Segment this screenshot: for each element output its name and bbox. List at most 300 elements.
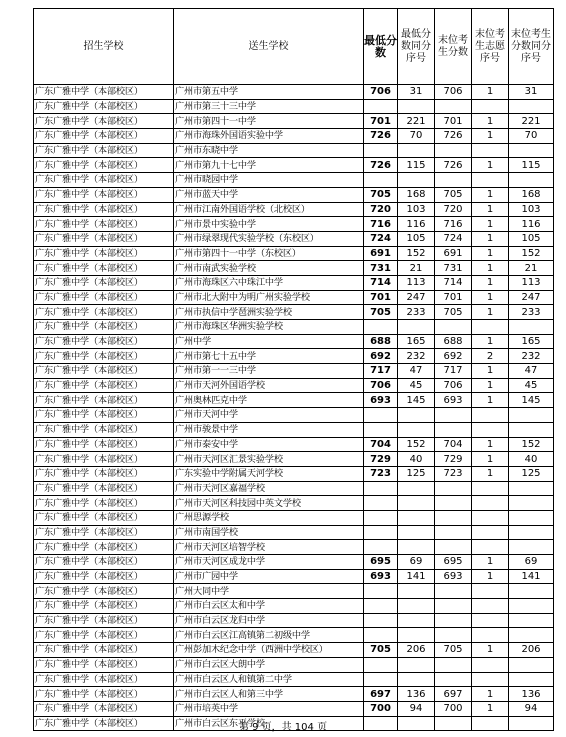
cell-sender: 广州市天河区成龙中学 — [174, 555, 364, 570]
cell-sender: 广州市南武实验学校 — [174, 261, 364, 276]
cell-school: 广东广雅中学（本部校区） — [34, 672, 174, 687]
cell-last-pref: 1 — [472, 158, 509, 173]
cell-min-rank: 221 — [398, 114, 435, 129]
cell-sender: 广州市天河区嘉福学校 — [174, 481, 364, 496]
table-row — [34, 173, 554, 188]
cell-min-score — [364, 525, 398, 540]
cell-last-rank: 70 — [509, 129, 554, 144]
cell-min-score — [364, 613, 398, 628]
cell-last-rank: 47 — [509, 364, 554, 379]
cell-last-pref: 1 — [472, 364, 509, 379]
cell-min-rank: 165 — [398, 334, 435, 349]
cell-sender: 广州市海珠区六中珠江中学 — [174, 275, 364, 290]
cell-last-rank: 206 — [509, 643, 554, 658]
table-row — [34, 275, 554, 290]
cell-last-pref: 1 — [472, 643, 509, 658]
cell-sender: 广州市白云区东平学校 — [174, 716, 364, 731]
cell-school: 广东广雅中学（本部校区） — [34, 231, 174, 246]
table-row — [34, 466, 554, 481]
table-row — [34, 320, 554, 335]
cell-last-rank — [509, 657, 554, 672]
cell-last-score — [435, 599, 472, 614]
table-row — [34, 143, 554, 158]
admission-table-page — [33, 8, 553, 731]
cell-school: 广东广雅中学（本部校区） — [34, 408, 174, 423]
cell-last-pref — [472, 99, 509, 114]
table-row — [34, 569, 554, 584]
cell-min-rank: 125 — [398, 466, 435, 481]
cell-min-rank: 21 — [398, 261, 435, 276]
cell-last-rank — [509, 143, 554, 158]
cell-last-pref: 1 — [472, 85, 509, 100]
cell-sender: 广州市晓园中学 — [174, 173, 364, 188]
cell-school: 广东广雅中学（本部校区） — [34, 349, 174, 364]
cell-sender: 广州市绿翠现代实验学校（东校区） — [174, 231, 364, 246]
cell-last-rank: 141 — [509, 569, 554, 584]
cell-last-rank: 145 — [509, 393, 554, 408]
header-sender: 送生学校 — [174, 9, 364, 85]
table-row — [34, 364, 554, 379]
cell-last-pref — [472, 599, 509, 614]
cell-min-score: 726 — [364, 158, 398, 173]
cell-min-score — [364, 173, 398, 188]
cell-last-pref — [472, 408, 509, 423]
cell-last-score: 726 — [435, 158, 472, 173]
cell-sender: 广州市江南外国语学校（北校区） — [174, 202, 364, 217]
page-footer: 第 9 页，共 104 页 — [238, 722, 328, 733]
cell-sender: 广州市第四十一中学（东校区） — [174, 246, 364, 261]
cell-min-rank: 70 — [398, 129, 435, 144]
cell-min-rank: 69 — [398, 555, 435, 570]
cell-last-pref: 1 — [472, 261, 509, 276]
cell-last-pref: 1 — [472, 246, 509, 261]
cell-last-score: 705 — [435, 643, 472, 658]
cell-sender: 广州奥林匹克中学 — [174, 393, 364, 408]
cell-min-rank — [398, 143, 435, 158]
cell-last-rank — [509, 672, 554, 687]
cell-sender: 广州市第五中学 — [174, 85, 364, 100]
cell-min-score: 704 — [364, 437, 398, 452]
cell-last-pref: 1 — [472, 114, 509, 129]
cell-last-score: 720 — [435, 202, 472, 217]
cell-school: 广东广雅中学（本部校区） — [34, 584, 174, 599]
cell-min-score: 701 — [364, 290, 398, 305]
cell-min-score: 706 — [364, 85, 398, 100]
cell-min-score — [364, 320, 398, 335]
cell-last-score: 704 — [435, 437, 472, 452]
cell-sender: 广州市白云区江高镇第二初级中学 — [174, 628, 364, 643]
header-school: 招生学校 — [34, 9, 174, 85]
cell-last-pref: 1 — [472, 393, 509, 408]
cell-min-score: 701 — [364, 114, 398, 129]
cell-min-rank — [398, 628, 435, 643]
cell-sender: 广州市天河区科技园中英文学校 — [174, 496, 364, 511]
cell-school: 广东广雅中学（本部校区） — [34, 187, 174, 202]
cell-school: 广东广雅中学（本部校区） — [34, 496, 174, 511]
cell-sender: 广州市海珠外国语实验中学 — [174, 129, 364, 144]
cell-last-pref: 1 — [472, 466, 509, 481]
table-row — [34, 408, 554, 423]
cell-last-rank: 105 — [509, 231, 554, 246]
cell-min-rank: 152 — [398, 437, 435, 452]
cell-school: 广东广雅中学（本部校区） — [34, 437, 174, 452]
cell-sender: 广州市骏景中学 — [174, 422, 364, 437]
cell-min-rank: 31 — [398, 85, 435, 100]
cell-last-rank: 113 — [509, 275, 554, 290]
cell-min-score: 717 — [364, 364, 398, 379]
cell-last-rank — [509, 481, 554, 496]
cell-min-score: 731 — [364, 261, 398, 276]
table-row — [34, 584, 554, 599]
cell-sender: 广州市天河中学 — [174, 408, 364, 423]
cell-min-score: 726 — [364, 129, 398, 144]
cell-school: 广东广雅中学（本部校区） — [34, 422, 174, 437]
cell-school: 广东广雅中学（本部校区） — [34, 510, 174, 525]
cell-school: 广东广雅中学（本部校区） — [34, 555, 174, 570]
cell-min-rank — [398, 320, 435, 335]
cell-last-pref: 1 — [472, 687, 509, 702]
table-row — [34, 701, 554, 716]
cell-school: 广东广雅中学（本部校区） — [34, 378, 174, 393]
cell-min-rank: 232 — [398, 349, 435, 364]
cell-last-score — [435, 540, 472, 555]
cell-sender: 广州思源学校 — [174, 510, 364, 525]
cell-min-score: 695 — [364, 555, 398, 570]
cell-last-rank: 152 — [509, 437, 554, 452]
cell-min-score — [364, 143, 398, 158]
cell-school: 广东广雅中学（本部校区） — [34, 158, 174, 173]
cell-min-rank — [398, 99, 435, 114]
cell-school: 广东广雅中学（本部校区） — [34, 99, 174, 114]
cell-last-rank: 115 — [509, 158, 554, 173]
cell-last-score: 716 — [435, 217, 472, 232]
cell-sender: 广州中学 — [174, 334, 364, 349]
cell-last-score: 724 — [435, 231, 472, 246]
table-row — [34, 334, 554, 349]
cell-min-rank — [398, 613, 435, 628]
cell-school: 广东广雅中学（本部校区） — [34, 217, 174, 232]
table-row — [34, 202, 554, 217]
cell-last-score — [435, 628, 472, 643]
cell-last-score: 688 — [435, 334, 472, 349]
cell-min-score: 705 — [364, 305, 398, 320]
cell-min-score: 693 — [364, 569, 398, 584]
cell-school: 广东广雅中学（本部校区） — [34, 643, 174, 658]
cell-min-rank: 47 — [398, 364, 435, 379]
cell-last-rank: 125 — [509, 466, 554, 481]
table-row — [34, 231, 554, 246]
table-row — [34, 158, 554, 173]
cell-school: 广东广雅中学（本部校区） — [34, 290, 174, 305]
header-last-score: 末位考生分数 — [435, 9, 472, 85]
cell-last-score: 731 — [435, 261, 472, 276]
header-min-rank: 最低分数同分序号 — [398, 9, 435, 85]
cell-school: 广东广雅中学（本部校区） — [34, 143, 174, 158]
cell-last-pref: 1 — [472, 275, 509, 290]
cell-last-pref: 2 — [472, 349, 509, 364]
cell-min-rank: 116 — [398, 217, 435, 232]
cell-last-pref — [472, 510, 509, 525]
cell-last-pref: 1 — [472, 129, 509, 144]
cell-min-score — [364, 628, 398, 643]
cell-last-rank — [509, 99, 554, 114]
cell-last-rank: 165 — [509, 334, 554, 349]
table-row — [34, 540, 554, 555]
cell-min-rank — [398, 540, 435, 555]
cell-last-score: 701 — [435, 114, 472, 129]
cell-last-rank: 40 — [509, 452, 554, 467]
cell-min-rank: 168 — [398, 187, 435, 202]
cell-last-pref: 1 — [472, 231, 509, 246]
header-min-score: 最低分数 — [364, 9, 398, 85]
cell-school: 广东广雅中学（本部校区） — [34, 202, 174, 217]
cell-last-rank — [509, 525, 554, 540]
cell-sender: 广州市景中实验中学 — [174, 217, 364, 232]
cell-last-score: 726 — [435, 129, 472, 144]
cell-min-score: 724 — [364, 231, 398, 246]
cell-last-score: 729 — [435, 452, 472, 467]
cell-school: 广东广雅中学（本部校区） — [34, 114, 174, 129]
table-row — [34, 613, 554, 628]
cell-school: 广东广雅中学（本部校区） — [34, 525, 174, 540]
cell-min-rank — [398, 525, 435, 540]
cell-last-pref — [472, 613, 509, 628]
cell-last-score — [435, 510, 472, 525]
cell-sender: 广州市第一一三中学 — [174, 364, 364, 379]
cell-min-score: 697 — [364, 687, 398, 702]
cell-last-rank — [509, 613, 554, 628]
table-row — [34, 555, 554, 570]
cell-last-rank — [509, 173, 554, 188]
cell-last-score — [435, 584, 472, 599]
cell-min-rank: 141 — [398, 569, 435, 584]
cell-school: 广东广雅中学（本部校区） — [34, 246, 174, 261]
cell-min-score: 691 — [364, 246, 398, 261]
cell-last-rank: 94 — [509, 701, 554, 716]
cell-last-score — [435, 320, 472, 335]
table-row — [34, 378, 554, 393]
cell-min-rank — [398, 599, 435, 614]
cell-last-score: 693 — [435, 569, 472, 584]
cell-last-pref — [472, 540, 509, 555]
cell-last-score — [435, 173, 472, 188]
table-row — [34, 643, 554, 658]
cell-last-rank — [509, 320, 554, 335]
cell-last-rank: 69 — [509, 555, 554, 570]
cell-school: 广东广雅中学（本部校区） — [34, 687, 174, 702]
header-last-pref: 末位考生志愿序号 — [472, 9, 509, 85]
cell-sender: 广州市培英中学 — [174, 701, 364, 716]
cell-min-score — [364, 540, 398, 555]
cell-school: 广东广雅中学（本部校区） — [34, 85, 174, 100]
table-row — [34, 437, 554, 452]
cell-last-score: 695 — [435, 555, 472, 570]
cell-last-rank — [509, 510, 554, 525]
table-row — [34, 217, 554, 232]
cell-sender: 广州市白云区人和镇第二中学 — [174, 672, 364, 687]
cell-min-score: 716 — [364, 217, 398, 232]
cell-school: 广东广雅中学（本部校区） — [34, 334, 174, 349]
cell-min-rank — [398, 422, 435, 437]
cell-sender: 广州市白云区太和中学 — [174, 599, 364, 614]
cell-last-score — [435, 422, 472, 437]
table-row — [34, 305, 554, 320]
cell-last-pref — [472, 496, 509, 511]
cell-last-pref: 1 — [472, 187, 509, 202]
cell-last-score: 692 — [435, 349, 472, 364]
cell-last-rank: 21 — [509, 261, 554, 276]
cell-sender: 广州市天河区培智学校 — [174, 540, 364, 555]
cell-min-score: 693 — [364, 393, 398, 408]
table-row — [34, 422, 554, 437]
cell-school: 广东广雅中学（本部校区） — [34, 452, 174, 467]
cell-sender: 广州市第四十一中学 — [174, 114, 364, 129]
cell-last-rank: 116 — [509, 217, 554, 232]
cell-last-pref — [472, 422, 509, 437]
table-row — [34, 628, 554, 643]
cell-min-score: 720 — [364, 202, 398, 217]
cell-last-pref: 1 — [472, 437, 509, 452]
cell-school: 广东广雅中学（本部校区） — [34, 173, 174, 188]
table-row — [34, 393, 554, 408]
cell-min-score: 729 — [364, 452, 398, 467]
cell-sender: 广州市白云区龙归中学 — [174, 613, 364, 628]
cell-min-score — [364, 481, 398, 496]
cell-school: 广东广雅中学（本部校区） — [34, 305, 174, 320]
table-row — [34, 657, 554, 672]
table-row — [34, 525, 554, 540]
cell-min-score — [364, 599, 398, 614]
cell-last-score: 705 — [435, 305, 472, 320]
table-row — [34, 114, 554, 129]
cell-min-score: 705 — [364, 187, 398, 202]
cell-last-pref: 1 — [472, 290, 509, 305]
cell-last-pref: 1 — [472, 569, 509, 584]
cell-sender: 广州市蓝天中学 — [174, 187, 364, 202]
cell-last-rank: 136 — [509, 687, 554, 702]
cell-min-rank — [398, 496, 435, 511]
cell-min-rank: 105 — [398, 231, 435, 246]
cell-school: 广东广雅中学（本部校区） — [34, 481, 174, 496]
cell-sender: 广州市第七十五中学 — [174, 349, 364, 364]
cell-min-rank: 136 — [398, 687, 435, 702]
cell-last-rank: 247 — [509, 290, 554, 305]
cell-min-score: 705 — [364, 643, 398, 658]
table-row — [34, 687, 554, 702]
cell-sender: 广州市南国学校 — [174, 525, 364, 540]
cell-last-pref — [472, 628, 509, 643]
cell-sender: 广州市执信中学琶洲实验学校 — [174, 305, 364, 320]
cell-last-rank — [509, 408, 554, 423]
cell-school: 广东广雅中学（本部校区） — [34, 129, 174, 144]
cell-last-pref: 1 — [472, 334, 509, 349]
cell-min-score — [364, 657, 398, 672]
cell-sender: 广州市白云区大朗中学 — [174, 657, 364, 672]
cell-sender: 广州市白云区人和第三中学 — [174, 687, 364, 702]
cell-last-score — [435, 496, 472, 511]
cell-school: 广东广雅中学（本部校区） — [34, 466, 174, 481]
cell-min-rank — [398, 408, 435, 423]
cell-min-score: 714 — [364, 275, 398, 290]
cell-last-rank: 168 — [509, 187, 554, 202]
cell-last-pref — [472, 320, 509, 335]
cell-min-rank: 94 — [398, 701, 435, 716]
cell-school: 广东广雅中学（本部校区） — [34, 569, 174, 584]
table-row — [34, 85, 554, 100]
cell-last-pref: 1 — [472, 701, 509, 716]
cell-school: 广东广雅中学（本部校区） — [34, 364, 174, 379]
cell-last-score — [435, 657, 472, 672]
cell-school: 广东广雅中学（本部校区） — [34, 540, 174, 555]
cell-last-pref — [472, 481, 509, 496]
cell-min-rank — [398, 510, 435, 525]
cell-last-score: 705 — [435, 187, 472, 202]
cell-last-score: 693 — [435, 393, 472, 408]
cell-last-rank — [509, 584, 554, 599]
cell-min-rank: 115 — [398, 158, 435, 173]
cell-school: 广东广雅中学（本部校区） — [34, 716, 174, 731]
cell-last-pref — [472, 173, 509, 188]
cell-sender: 广州市广园中学 — [174, 569, 364, 584]
cell-min-rank — [398, 672, 435, 687]
cell-last-pref: 1 — [472, 305, 509, 320]
table-header-row — [34, 9, 554, 85]
cell-min-score: 706 — [364, 378, 398, 393]
cell-min-rank: 247 — [398, 290, 435, 305]
cell-sender: 广州市泰安中学 — [174, 437, 364, 452]
cell-last-pref: 1 — [472, 555, 509, 570]
cell-last-rank: 31 — [509, 85, 554, 100]
table-row — [34, 672, 554, 687]
cell-last-rank: 232 — [509, 349, 554, 364]
cell-school: 广东广雅中学（本部校区） — [34, 393, 174, 408]
cell-last-pref — [472, 657, 509, 672]
table-row — [34, 349, 554, 364]
cell-school: 广东广雅中学（本部校区） — [34, 613, 174, 628]
cell-last-pref — [472, 525, 509, 540]
cell-school: 广东广雅中学（本部校区） — [34, 599, 174, 614]
cell-last-pref — [472, 584, 509, 599]
cell-school: 广东广雅中学（本部校区） — [34, 275, 174, 290]
cell-sender: 广州市海珠区华洲实验学校 — [174, 320, 364, 335]
table-row — [34, 246, 554, 261]
cell-min-score — [364, 672, 398, 687]
cell-min-rank — [398, 584, 435, 599]
cell-last-rank: 233 — [509, 305, 554, 320]
cell-sender: 广州市第三十三中学 — [174, 99, 364, 114]
cell-min-score: 688 — [364, 334, 398, 349]
cell-min-rank — [398, 173, 435, 188]
cell-school: 广东广雅中学（本部校区） — [34, 657, 174, 672]
cell-last-pref: 1 — [472, 202, 509, 217]
cell-sender: 广州市东晓中学 — [174, 143, 364, 158]
cell-last-rank: 152 — [509, 246, 554, 261]
cell-min-score — [364, 584, 398, 599]
cell-min-rank: 45 — [398, 378, 435, 393]
cell-min-score: 692 — [364, 349, 398, 364]
cell-min-rank: 206 — [398, 643, 435, 658]
cell-sender: 广州市天河外国语学校 — [174, 378, 364, 393]
cell-last-rank — [509, 628, 554, 643]
table-row — [34, 99, 554, 114]
cell-sender: 广州市北大附中为明广州实验学校 — [174, 290, 364, 305]
cell-last-score: 701 — [435, 290, 472, 305]
table-row — [34, 129, 554, 144]
cell-min-rank — [398, 481, 435, 496]
table-row — [34, 452, 554, 467]
cell-sender: 广州市天河区汇景实验学校 — [174, 452, 364, 467]
cell-sender: 广州大同中学 — [174, 584, 364, 599]
